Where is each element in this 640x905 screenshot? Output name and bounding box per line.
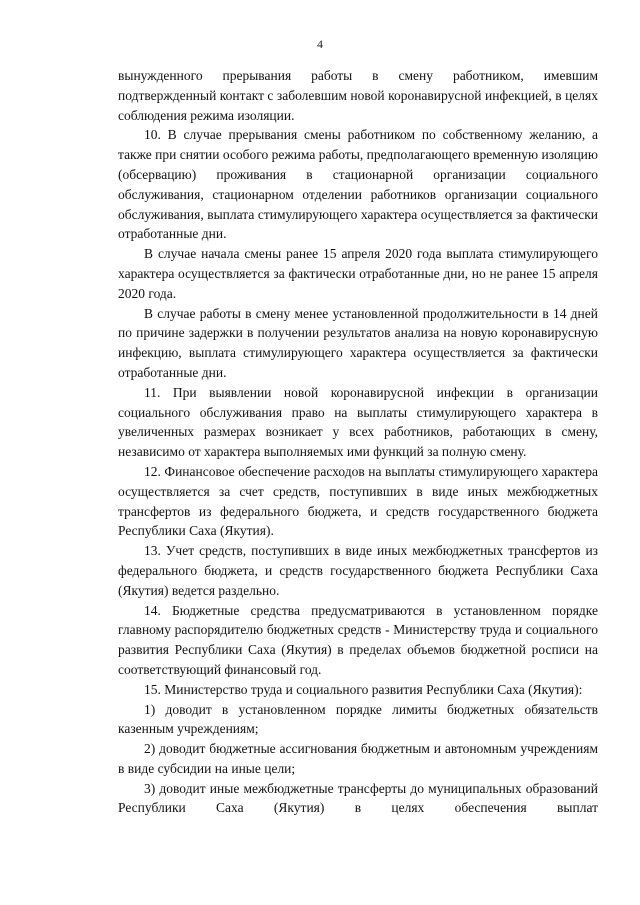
paragraph-subitem-1: 1) доводит в установленном порядке лимиты бюджетных обязательств казенным учреждениям; [118,701,598,737]
paragraph-item-13: 13. Учет средств, поступивших в виде иных межбюджетных трансфертов из федерального бюджета, и средств государственного бюджета Республики Саха (Якутия) ведется раздельно. [118,543,598,598]
paragraph-subitem-3: 3) доводит иные межбюджетные трансферты до муниципальных образований Республики Саха (Якутия) в целях обеспечения выплат [118,780,598,816]
paragraph-item-14: 14. Бюджетные средства предусматриваются в установленном порядке главному распорядителю бюджетных средств - Министерству труда и социального развития Республики Саха (Якутия) в пределах объемов бюджетной росписи на соответствующий финансовый год. [118,602,598,677]
page-number: 4 [317,37,323,51]
paragraph-item-15: 15. Министерство труда и социального развития Республики Саха (Якутия): [144,681,583,697]
paragraph-item-10: 10. В случае прерывания смены работником по собственному желанию, а также при снятии особого режима работы, предполагающего временную изоляцию (обсервацию) проживания в стационарной организации социального обслуживания, стационарном отделении работников организации социального обслуживания, выплата стимулирующего характера осуществляется за фактически отработанные дни. [118,127,598,242]
paragraph-subitem-2: 2) доводит бюджетные ассигнования бюджетным и автономным учреждениям в виде субсидии на иные цели; [118,741,598,776]
paragraph-item-11: 11. При выявлении новой коронавирусной инфекции в организации социального обслуживания право на выплаты стимулирующего характера в увеличенных размерах возникает у всех работников, работающих в смену, независимо от характера выполняемых ими функций за полную смену. [118,384,598,460]
document-body [118,66,598,818]
paragraph-item-12: 12. Финансовое обеспечение расходов на выплаты стимулирующего характера осуществляется за счет средств, поступивших в виде иных межбюджетных трансфертов из федерального бюджета, и средств государственного бюджета Республики Саха (Якутия). [118,463,598,539]
paragraph-shorter-shift: В случае работы в смену менее установленной продолжительности в 14 дней по причине задержки в получении результатов анализа на новую коронавирусную инфекцию, выплата стимулирующего характера осуществляется за фактически отработанные дни. [118,305,598,380]
paragraph-continuation: вынужденного прерывания работы в смену работником, имевшим подтвержденный контакт с заболевшим новой коронавирусной инфекцией, в целях соблюдения режима изоляции. [118,68,598,123]
paragraph-shift-start-date: В случае начала смены ранее 15 апреля 2020 года выплата стимулирующего характера осуществляется за фактически отработанные дни, но не ранее 15 апреля 2020 года. [118,246,598,301]
